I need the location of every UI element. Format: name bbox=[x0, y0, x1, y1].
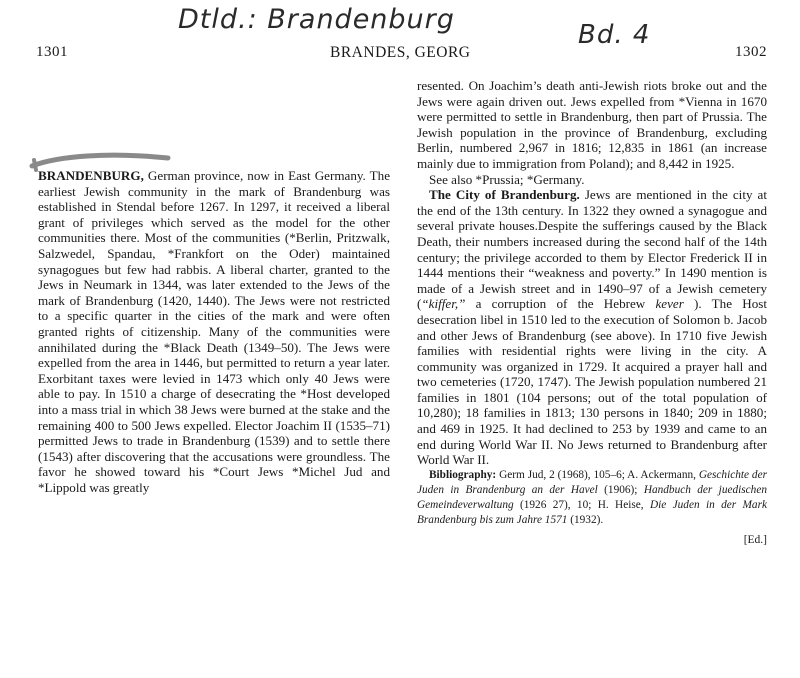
bibliography-label: Bibliography: bbox=[429, 468, 497, 481]
bibliography-title-3: Die Juden in der Mark Brandenburg bis zum Jahre 1571 bbox=[417, 499, 767, 527]
see-also-line bbox=[417, 172, 767, 188]
bibliography-text-4: (1932). bbox=[567, 514, 604, 527]
city-paragraph bbox=[417, 187, 767, 468]
entry-body-text: German province, now in East Germany. The earliest Jewish community in the mark of Brandenburg was established in Stendal before 1267. In 1297, it received a liberal grant of privileges which served as the model for the other communities there. Most of the communities (*Berlin, Pritzwalk, Salzwedel, Spandau, *Frankfort on the Oder) maintained synagogues but few had rabbis. A liberal charter, granted to the Jews in Neumark in 1344, was later extended to the Jews of the mark of Brandenburg (1420, 1440). The Jews were not restricted to a specific quarter in the cities of the mark and were often granted rights of citizenship. Many of the communities were annihilated during the *Black Death (1349–50). The Jews were expelled from the area in 1446, but permitted to return a year later. Exorbitant taxes were levied in 1473 which only 40 Jews were able to pay. In 1510 a charge of desecrating the *Host developed into a mass trial in which 38 Jews were burned at the stake and the remaining 400 to 500 Jews expelled. Elector Joachim II (1535–71) permitted Jews to trade in Brandenburg (1539) and to settle there (1543) after discovering that the accusations were groundless. The favor he showed toward his *Court Jews *Michel Jud and *Lippold was greatly bbox=[38, 168, 391, 495]
see-also-text: See also *Prussia; *Germany. bbox=[429, 171, 585, 187]
handwritten-topic-note: Dtld.: Brandenburg bbox=[178, 4, 455, 35]
handwritten-volume-note: Bd. 4 bbox=[578, 20, 651, 50]
city-text-part-2: a corruption of the Hebrew bbox=[465, 296, 656, 312]
right-column bbox=[417, 78, 767, 608]
continuation-text: resented. On Joachim’s death anti-Jewish riots broke out and the Jews were again driven out. Jews expelled from *Vienna in 1670 were permitted to settle in Brandenburg, then part of Prussia. The Jewish population in the province of Brandenburg, excluding Berlin, numbered 2,967 in 1816; 12,835 in 1861 (an increase mainly due to immigration from Poland); and 8,442 in 1925. bbox=[417, 78, 767, 171]
bibliography-title-2: Handbuch der juedischen Gemeindeverwaltung bbox=[417, 484, 767, 512]
city-text-part-1: Jews are mentioned in the city at the end of the 13th century. In 1322 they owned a synagogue and several private houses.Despite the sufferings caused by the Black Death, their numbers increased during the second half of the 14th century; the privilege accorded to them by Elector Frederick II in 1444 mentions their “weakness and poverty.” In 1490 mention is made of a Jewish street and in 1490–97 of a Jewish cemetery ( bbox=[417, 187, 767, 312]
author-signature: [Ed.] bbox=[743, 533, 767, 546]
continuation-paragraph bbox=[417, 78, 767, 172]
city-text-part-3: ). The Host desecration libel in 1510 led to the execution of Solomon b. Jacob and other Jews of Brandenburg (see above). In 1710 five Jewish families with residential rights were living in the city. A community was organized in 1729. It acquired a prayer hall and two cemeteries (1720, 1747). The Jewish population numbered 21 families in 1801 (104 persons; out of the total population of 10,280); 18 families in 1813; 130 persons in 1840; 209 in 1880; and 469 in 1925. It had declined to 253 by 1939 and came to an end during World War II. No Jews returned to Brandenburg after World War II. bbox=[417, 296, 768, 468]
left-column bbox=[38, 168, 390, 560]
page-number-left: 1301 bbox=[36, 44, 68, 60]
bibliography-text-3: (1926 27), 10; H. Heise, bbox=[513, 499, 650, 512]
bibliography bbox=[417, 468, 767, 529]
bibliography-text-1: Germ Jud, 2 (1968), 105–6; A. Ackermann, bbox=[496, 468, 699, 481]
page-number-right: 1302 bbox=[735, 44, 767, 60]
city-subheading: The City of Brandenburg. bbox=[429, 187, 580, 203]
entry-headword: BRANDENBURG, bbox=[38, 168, 144, 183]
bibliography-title-1: Geschichte der Juden in Brandenburg an der Havel bbox=[417, 468, 767, 497]
running-title: BRANDES, GEORG bbox=[330, 44, 471, 61]
left-column-paragraph bbox=[38, 168, 390, 495]
bibliography-text-2: (1906); bbox=[597, 484, 644, 497]
term-kever: kever bbox=[655, 296, 684, 312]
term-kiffer: “kiffer,” bbox=[421, 296, 466, 312]
